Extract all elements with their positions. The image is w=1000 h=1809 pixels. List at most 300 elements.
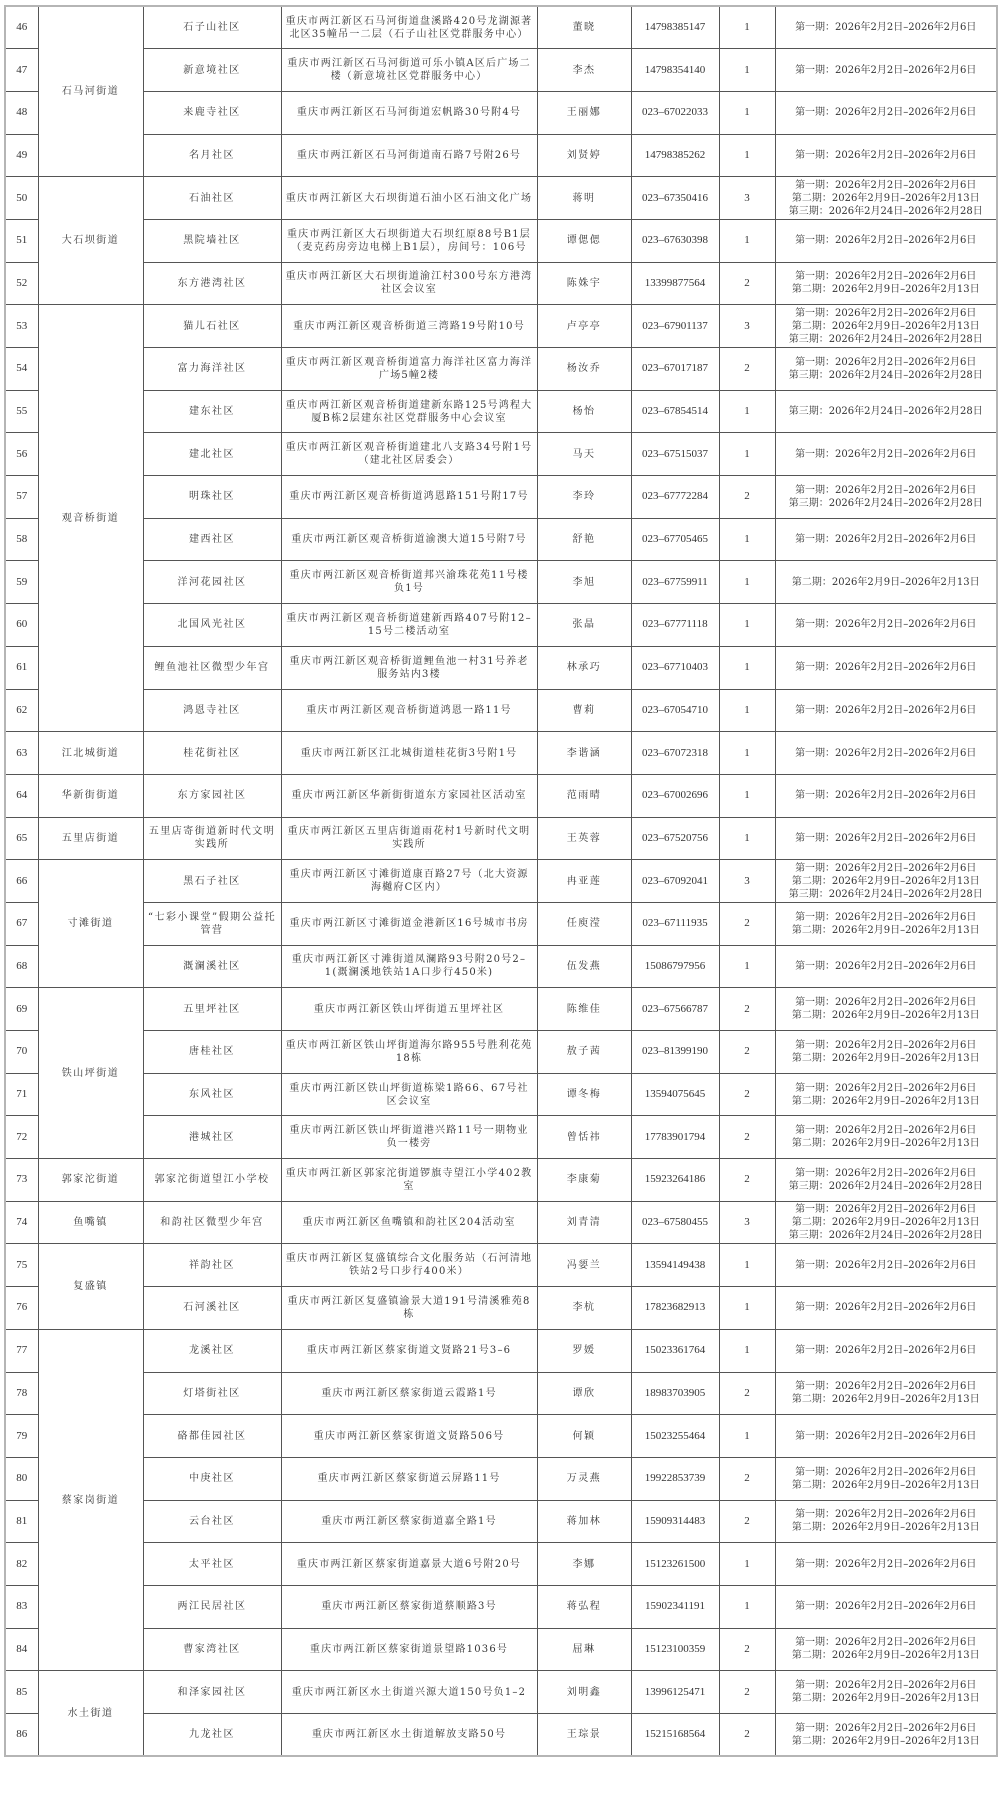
period-dates-cell (775, 1073, 997, 1116)
site-name-cell: 石油社区 (143, 177, 281, 220)
period-dates-cell (775, 774, 997, 817)
period-count-cell: 2 (719, 1628, 775, 1671)
street-cell: 鱼嘴镇 (38, 1201, 143, 1244)
site-name-cell: 东风社区 (143, 1073, 281, 1116)
contact-person-cell: 蒋加林 (537, 1500, 631, 1543)
contact-person-cell: 李谐涵 (537, 732, 631, 775)
period-count-cell: 2 (719, 1714, 775, 1757)
address-cell: 重庆市两江新区复盛镇渝景大道191号清溪雅苑8栋 (281, 1287, 537, 1330)
address-cell: 重庆市两江新区观音桥街道建新东路125号鸿程大厦B栋2层建东社区党群服务中心会议室 (281, 390, 537, 433)
table-row (5, 134, 997, 177)
period-count-cell: 1 (719, 689, 775, 732)
site-name-cell: 中庚社区 (143, 1457, 281, 1500)
row-number-cell: 64 (5, 774, 38, 817)
period-count-cell: 1 (719, 604, 775, 647)
table-row (5, 390, 997, 433)
site-name-cell: 黑石子社区 (143, 860, 281, 903)
address-cell: 重庆市两江新区水土街道兴源大道150号负1–2 (281, 1671, 537, 1714)
row-number-cell: 78 (5, 1372, 38, 1415)
phone-cell: 023–67515037 (631, 433, 719, 476)
table-row (5, 1500, 997, 1543)
period-line: 第二期：2026年2月9日–2026年2月13日 (791, 320, 980, 332)
address-cell: 重庆市两江新区大石坝街道石油小区石油文化广场 (281, 177, 537, 220)
row-number-cell: 53 (5, 305, 38, 348)
period-dates-cell (775, 262, 997, 305)
period-line: 第一期：2026年2月2日–2026年2月6日 (795, 235, 977, 247)
table-row (5, 49, 997, 92)
row-number-cell: 84 (5, 1628, 38, 1671)
address-cell: 重庆市两江新区铁山坪街道栋梁1路66、67号社区会议室 (281, 1073, 537, 1116)
row-number-cell: 77 (5, 1329, 38, 1372)
site-name-cell: 云台社区 (143, 1500, 281, 1543)
contact-person-cell: 陈维佳 (537, 988, 631, 1031)
site-name-cell: 硌都佳园社区 (143, 1415, 281, 1458)
period-line: 第一期：2026年2月2日–2026年2月6日 (795, 356, 977, 368)
period-line: 第一期：2026年2月2日–2026年2月6日 (795, 862, 977, 874)
phone-cell: 023–67759911 (631, 561, 719, 604)
table-row (5, 1671, 997, 1714)
site-name-cell: 建东社区 (143, 390, 281, 433)
contact-person-cell: 李杭 (537, 1287, 631, 1330)
period-line: 第二期：2026年2月9日–2026年2月13日 (791, 1650, 980, 1662)
period-count-cell: 2 (719, 348, 775, 391)
table-row (5, 1372, 997, 1415)
period-count-cell: 2 (719, 262, 775, 305)
period-count-cell: 1 (719, 518, 775, 561)
contact-person-cell: 李玲 (537, 476, 631, 519)
contact-person-cell: 伍发燕 (537, 945, 631, 988)
period-count-cell: 2 (719, 1457, 775, 1500)
period-count-cell: 1 (719, 1287, 775, 1330)
period-line: 第二期：2026年2月9日–2026年2月13日 (791, 576, 980, 588)
period-dates-cell (775, 1244, 997, 1287)
table-row (5, 732, 997, 775)
contact-person-cell: 李娜 (537, 1543, 631, 1586)
contact-person-cell: 董晓 (537, 6, 631, 49)
period-count-cell: 1 (719, 817, 775, 860)
table-row (5, 262, 997, 305)
period-dates-cell (775, 6, 997, 49)
site-name-cell: 富力海洋社区 (143, 348, 281, 391)
period-line: 第二期：2026年2月9日–2026年2月13日 (791, 875, 980, 887)
period-line: 第一期：2026年2月2日–2026年2月6日 (795, 619, 977, 631)
phone-cell: 14798385262 (631, 134, 719, 177)
phone-cell: 023–67580455 (631, 1201, 719, 1244)
period-line: 第一期：2026年2月2日–2026年2月6日 (795, 107, 977, 119)
site-name-cell: 名月社区 (143, 134, 281, 177)
period-line: 第一期：2026年2月2日–2026年2月6日 (795, 1466, 977, 1478)
period-dates-cell (775, 902, 997, 945)
address-cell: 重庆市两江新区石马河街道可乐小镇A区后广场二楼（新意境社区党群服务中心） (281, 49, 537, 92)
row-number-cell: 67 (5, 902, 38, 945)
phone-cell: 023–67772284 (631, 476, 719, 519)
period-dates-cell (775, 1543, 997, 1586)
row-number-cell: 49 (5, 134, 38, 177)
period-line: 第一期：2026年2月2日–2026年2月6日 (795, 307, 977, 319)
row-number-cell: 86 (5, 1714, 38, 1757)
site-name-cell: 九龙社区 (143, 1714, 281, 1757)
row-number-cell: 56 (5, 433, 38, 476)
period-line: 第一期：2026年2月2日–2026年2月6日 (795, 1722, 977, 1734)
period-count-cell: 2 (719, 1073, 775, 1116)
period-line: 第一期：2026年2月2日–2026年2月6日 (795, 64, 977, 76)
table-row (5, 1116, 997, 1159)
row-number-cell: 79 (5, 1415, 38, 1458)
site-name-cell: 太平社区 (143, 1543, 281, 1586)
phone-cell: 17823682913 (631, 1287, 719, 1330)
period-dates-cell (775, 91, 997, 134)
contact-person-cell: 杨怡 (537, 390, 631, 433)
phone-cell: 13996125471 (631, 1671, 719, 1714)
phone-cell: 023–67111935 (631, 902, 719, 945)
phone-cell: 19922853739 (631, 1457, 719, 1500)
period-count-cell: 1 (719, 49, 775, 92)
phone-cell: 023–67630398 (631, 219, 719, 262)
street-cell: 寸滩街道 (38, 860, 143, 988)
period-line: 第一期：2026年2月2日–2026年2月6日 (795, 1381, 977, 1393)
period-line: 第二期：2026年2月9日–2026年2月13日 (791, 1138, 980, 1150)
street-cell: 水土街道 (38, 1671, 143, 1756)
contact-person-cell: 李旭 (537, 561, 631, 604)
phone-cell: 023–67072318 (631, 732, 719, 775)
phone-cell: 023–67710403 (631, 646, 719, 689)
table-row (5, 1159, 997, 1202)
street-cell: 复盛镇 (38, 1244, 143, 1329)
address-cell: 重庆市两江新区寸滩街道金港新区16号城市书房 (281, 902, 537, 945)
period-line: 第二期：2026年2月9日–2026年2月13日 (791, 1522, 980, 1534)
address-cell: 重庆市两江新区水土街道解放支路50号 (281, 1714, 537, 1757)
period-count-cell: 1 (719, 134, 775, 177)
table-row (5, 902, 997, 945)
site-name-cell: 石河溪社区 (143, 1287, 281, 1330)
site-name-cell: 洋河花园社区 (143, 561, 281, 604)
period-count-cell: 2 (719, 988, 775, 1031)
address-cell: 重庆市两江新区复盛镇综合文化服务站（石河清地铁站2号口步行400米） (281, 1244, 537, 1287)
row-number-cell: 52 (5, 262, 38, 305)
period-count-cell: 2 (719, 1372, 775, 1415)
period-line: 第一期：2026年2月2日–2026年2月6日 (795, 1680, 977, 1692)
contact-person-cell: 蒋弘程 (537, 1585, 631, 1628)
contact-person-cell: 马天 (537, 433, 631, 476)
period-dates-cell (775, 646, 997, 689)
site-name-cell: 祥韵社区 (143, 1244, 281, 1287)
site-name-cell: 溉澜溪社区 (143, 945, 281, 988)
period-dates-cell (775, 134, 997, 177)
period-dates-cell (775, 1628, 997, 1671)
period-count-cell: 2 (719, 1031, 775, 1074)
street-cell: 五里店街道 (38, 817, 143, 860)
table-row (5, 1457, 997, 1500)
table-row (5, 945, 997, 988)
row-number-cell: 55 (5, 390, 38, 433)
period-dates-cell (775, 348, 997, 391)
phone-cell: 023–67901137 (631, 305, 719, 348)
address-cell: 重庆市两江新区蔡家街道景望路1036号 (281, 1628, 537, 1671)
period-dates-cell (775, 817, 997, 860)
row-number-cell: 46 (5, 6, 38, 49)
table-row (5, 1714, 997, 1757)
row-number-cell: 61 (5, 646, 38, 689)
contact-person-cell: 曾恬祎 (537, 1116, 631, 1159)
address-cell: 重庆市两江新区五里店街道雨花村1号新时代文明实践所 (281, 817, 537, 860)
address-cell: 重庆市两江新区铁山坪街道五里坪社区 (281, 988, 537, 1031)
period-line: 第一期：2026年2月2日–2026年2月6日 (795, 832, 977, 844)
phone-cell: 023–67705465 (631, 518, 719, 561)
period-line: 第一期：2026年2月2日–2026年2月6日 (795, 1167, 977, 1179)
period-line: 第一期：2026年2月2日–2026年2月6日 (795, 1509, 977, 1521)
table-row (5, 1415, 997, 1458)
table-row (5, 988, 997, 1031)
phone-cell: 13594149438 (631, 1244, 719, 1287)
period-line: 第一期：2026年2月2日–2026年2月6日 (795, 960, 977, 972)
site-name-cell: 五里店寄街道新时代文明实践所 (143, 817, 281, 860)
period-dates-cell (775, 604, 997, 647)
period-line: 第一期：2026年2月2日–2026年2月6日 (795, 1345, 977, 1357)
phone-cell: 023–67771118 (631, 604, 719, 647)
period-dates-cell (775, 1372, 997, 1415)
table-row (5, 1201, 997, 1244)
row-number-cell: 76 (5, 1287, 38, 1330)
phone-cell: 15215168564 (631, 1714, 719, 1757)
period-dates-cell (775, 1500, 997, 1543)
row-number-cell: 68 (5, 945, 38, 988)
address-cell: 重庆市两江新区观音桥街道鲤鱼池一村31号养老服务站内3楼 (281, 646, 537, 689)
address-cell: 重庆市两江新区蔡家街道蔡顺路3号 (281, 1585, 537, 1628)
site-name-cell: 郭家沱街道望江小学校 (143, 1159, 281, 1202)
period-dates-cell (775, 1201, 997, 1244)
site-name-cell: 石子山社区 (143, 6, 281, 49)
table-row (5, 219, 997, 262)
period-count-cell: 3 (719, 177, 775, 220)
street-cell: 江北城街道 (38, 732, 143, 775)
period-count-cell: 1 (719, 1415, 775, 1458)
period-count-cell: 1 (719, 433, 775, 476)
address-cell: 重庆市两江新区蔡家街道嘉全路1号 (281, 1500, 537, 1543)
row-number-cell: 50 (5, 177, 38, 220)
phone-cell: 15023255464 (631, 1415, 719, 1458)
period-line: 第三期：2026年2月24日–2026年2月28日 (788, 888, 983, 900)
childcare-sites-table (4, 5, 998, 1757)
address-cell: 重庆市两江新区观音桥街道富力海洋社区富力海洋广场5幢2楼 (281, 348, 537, 391)
address-cell: 重庆市两江新区观音桥街道鸿恩路151号附17号 (281, 476, 537, 519)
phone-cell: 023–67566787 (631, 988, 719, 1031)
period-line: 第一期：2026年2月2日–2026年2月6日 (795, 997, 977, 1009)
site-name-cell: 鲤鱼池社区微型少年宫 (143, 646, 281, 689)
period-line: 第三期：2026年2月24日–2026年2月28日 (788, 333, 983, 345)
site-name-cell: 新意境社区 (143, 49, 281, 92)
phone-cell: 15923264186 (631, 1159, 719, 1202)
period-dates-cell (775, 1671, 997, 1714)
period-line: 第三期：2026年2月24日–2026年2月28日 (788, 1230, 983, 1242)
period-count-cell: 2 (719, 476, 775, 519)
site-name-cell: 来鹿寺社区 (143, 91, 281, 134)
period-dates-cell (775, 860, 997, 903)
period-line: 第一期：2026年2月2日–2026年2月6日 (795, 149, 977, 161)
period-line: 第一期：2026年2月2日–2026年2月6日 (795, 747, 977, 759)
period-line: 第二期：2026年2月9日–2026年2月13日 (791, 1095, 980, 1107)
period-dates-cell (775, 433, 997, 476)
period-line: 第一期：2026年2月2日–2026年2月6日 (795, 704, 977, 716)
period-line: 第二期：2026年2月9日–2026年2月13日 (791, 1010, 980, 1022)
phone-cell: 023–67520756 (631, 817, 719, 860)
row-number-cell: 66 (5, 860, 38, 903)
period-dates-cell (775, 305, 997, 348)
table-row (5, 518, 997, 561)
period-dates-cell (775, 689, 997, 732)
address-cell: 重庆市两江新区郭家沱街道锣旗寺望江小学402教室 (281, 1159, 537, 1202)
address-cell: 重庆市两江新区蔡家街道文贤路506号 (281, 1415, 537, 1458)
period-dates-cell (775, 561, 997, 604)
phone-cell: 15902341191 (631, 1585, 719, 1628)
period-dates-cell (775, 1159, 997, 1202)
period-count-cell: 1 (719, 390, 775, 433)
contact-person-cell: 任庾滢 (537, 902, 631, 945)
site-name-cell: 猫儿石社区 (143, 305, 281, 348)
contact-person-cell: 范雨晴 (537, 774, 631, 817)
contact-person-cell: 曹莉 (537, 689, 631, 732)
address-cell: 重庆市两江新区石马河街道盘溪路420号龙湖源著北区35幢吊一二层（石子山社区党群服务中心） (281, 6, 537, 49)
phone-cell: 023–67092041 (631, 860, 719, 903)
period-count-cell: 1 (719, 561, 775, 604)
row-number-cell: 62 (5, 689, 38, 732)
phone-cell: 13594075645 (631, 1073, 719, 1116)
period-dates-cell (775, 390, 997, 433)
contact-person-cell: 王丽娜 (537, 91, 631, 134)
table-row (5, 433, 997, 476)
site-name-cell: 东方家园社区 (143, 774, 281, 817)
table-row (5, 1628, 997, 1671)
phone-cell: 15086797956 (631, 945, 719, 988)
table-row (5, 817, 997, 860)
table-row (5, 1031, 997, 1074)
site-name-cell: 北国风光社区 (143, 604, 281, 647)
address-cell: 重庆市两江新区大石坝街道大石坝红原88号B1层（麦克药房旁边电梯上B1层），房间号：106号 (281, 219, 537, 262)
table-row (5, 91, 997, 134)
address-cell: 重庆市两江新区观音桥街道鸿恩一路11号 (281, 689, 537, 732)
table-row (5, 561, 997, 604)
site-name-cell: “七彩小课堂”假期公益托管营 (143, 902, 281, 945)
street-cell: 石马河街道 (38, 6, 143, 177)
period-line: 第一期：2026年2月2日–2026年2月6日 (795, 1259, 977, 1271)
period-dates-cell (775, 1457, 997, 1500)
period-count-cell: 1 (719, 945, 775, 988)
period-dates-cell (775, 1329, 997, 1372)
phone-cell: 15123100359 (631, 1628, 719, 1671)
phone-cell: 023–67350416 (631, 177, 719, 220)
period-count-cell: 1 (719, 91, 775, 134)
site-name-cell: 明珠社区 (143, 476, 281, 519)
table-row (5, 177, 997, 220)
period-count-cell: 1 (719, 1244, 775, 1287)
period-line: 第二期：2026年2月9日–2026年2月13日 (791, 1735, 980, 1747)
contact-person-cell: 蒋明 (537, 177, 631, 220)
street-cell: 华新街街道 (38, 774, 143, 817)
address-cell: 重庆市两江新区寸滩街道康百路27号（北大资源海樾府C区内） (281, 860, 537, 903)
address-cell: 重庆市两江新区石马河街道南石路7号附26号 (281, 134, 537, 177)
address-cell: 重庆市两江新区观音桥街道三湾路19号附10号 (281, 305, 537, 348)
contact-person-cell: 冯媭兰 (537, 1244, 631, 1287)
table-row (5, 1244, 997, 1287)
table-row (5, 1287, 997, 1330)
address-cell: 重庆市两江新区石马河街道宏帆路30号附4号 (281, 91, 537, 134)
site-name-cell: 港城社区 (143, 1116, 281, 1159)
row-number-cell: 69 (5, 988, 38, 1031)
site-name-cell: 东方港湾社区 (143, 262, 281, 305)
period-line: 第二期：2026年2月9日–2026年2月13日 (791, 1479, 980, 1491)
period-dates-cell (775, 1415, 997, 1458)
period-line: 第一期：2026年2月2日–2026年2月6日 (795, 1039, 977, 1051)
row-number-cell: 80 (5, 1457, 38, 1500)
row-number-cell: 82 (5, 1543, 38, 1586)
street-cell: 铁山坪街道 (38, 988, 143, 1159)
row-number-cell: 57 (5, 476, 38, 519)
row-number-cell: 51 (5, 219, 38, 262)
period-line: 第一期：2026年2月2日–2026年2月6日 (795, 22, 977, 34)
period-count-cell: 2 (719, 1671, 775, 1714)
row-number-cell: 72 (5, 1116, 38, 1159)
site-name-cell: 桂花街社区 (143, 732, 281, 775)
row-number-cell: 65 (5, 817, 38, 860)
table-body (5, 6, 997, 1756)
table-row (5, 348, 997, 391)
period-count-cell: 1 (719, 219, 775, 262)
row-number-cell: 74 (5, 1201, 38, 1244)
phone-cell: 023–81399190 (631, 1031, 719, 1074)
phone-cell: 15123261500 (631, 1543, 719, 1586)
phone-cell: 023–67054710 (631, 689, 719, 732)
period-dates-cell (775, 177, 997, 220)
period-dates-cell (775, 1116, 997, 1159)
period-count-cell: 2 (719, 1159, 775, 1202)
period-line: 第二期：2026年2月9日–2026年2月13日 (791, 1052, 980, 1064)
contact-person-cell: 王琮景 (537, 1714, 631, 1757)
contact-person-cell: 罗媛 (537, 1329, 631, 1372)
period-line: 第二期：2026年2月9日–2026年2月13日 (791, 1217, 980, 1229)
site-name-cell: 五里坪社区 (143, 988, 281, 1031)
phone-cell: 14798385147 (631, 6, 719, 49)
site-name-cell: 黑院墙社区 (143, 219, 281, 262)
period-line: 第二期：2026年2月9日–2026年2月13日 (791, 1693, 980, 1705)
row-number-cell: 58 (5, 518, 38, 561)
period-count-cell: 3 (719, 305, 775, 348)
contact-person-cell: 林承巧 (537, 646, 631, 689)
period-line: 第三期：2026年2月24日–2026年2月28日 (788, 1180, 983, 1192)
table-row (5, 1543, 997, 1586)
period-line: 第一期：2026年2月2日–2026年2月6日 (795, 790, 977, 802)
period-line: 第一期：2026年2月2日–2026年2月6日 (795, 1204, 977, 1216)
address-cell: 重庆市两江新区铁山坪街道海尔路955号胜利花苑18栋 (281, 1031, 537, 1074)
row-number-cell: 54 (5, 348, 38, 391)
row-number-cell: 75 (5, 1244, 38, 1287)
phone-cell: 13399877564 (631, 262, 719, 305)
period-line: 第一期：2026年2月2日–2026年2月6日 (795, 484, 977, 496)
street-cell: 郭家沱街道 (38, 1159, 143, 1202)
row-number-cell: 85 (5, 1671, 38, 1714)
address-cell: 重庆市两江新区蔡家街道嘉景大道6号附20号 (281, 1543, 537, 1586)
period-line: 第一期：2026年2月2日–2026年2月6日 (795, 662, 977, 674)
period-dates-cell (775, 476, 997, 519)
period-dates-cell (775, 49, 997, 92)
phone-cell: 18983703905 (631, 1372, 719, 1415)
period-dates-cell (775, 1287, 997, 1330)
period-line: 第一期：2026年2月2日–2026年2月6日 (795, 1558, 977, 1570)
contact-person-cell: 屈琳 (537, 1628, 631, 1671)
period-count-cell: 2 (719, 1500, 775, 1543)
site-name-cell: 和泽家园社区 (143, 1671, 281, 1714)
contact-person-cell: 陈姝宇 (537, 262, 631, 305)
period-count-cell: 1 (719, 1585, 775, 1628)
period-line: 第一期：2026年2月2日–2026年2月6日 (795, 1637, 977, 1649)
